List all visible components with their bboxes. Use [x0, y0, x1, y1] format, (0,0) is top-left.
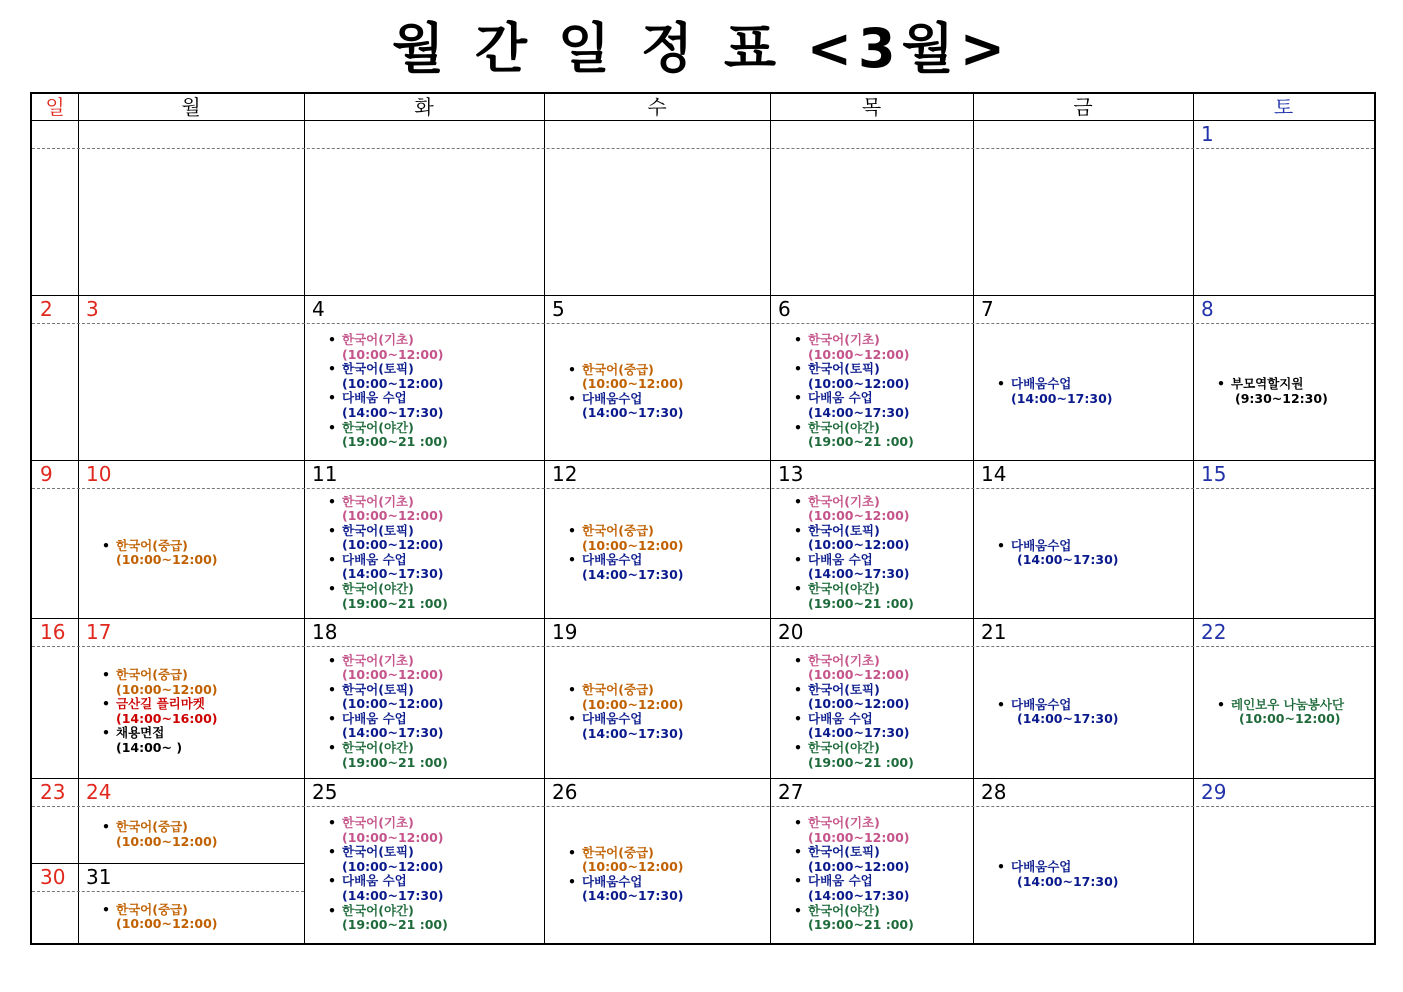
- daynum-separator: [32, 488, 1374, 489]
- event-name: 한국어(토픽): [808, 681, 880, 697]
- event-name: 한국어(토픽): [342, 681, 414, 697]
- event-item: [568, 553, 683, 582]
- event-list: [102, 668, 217, 756]
- daynum-separator: [32, 646, 1374, 647]
- event-time: (19:00~21 :00): [342, 595, 448, 611]
- day-number: 25: [312, 780, 338, 804]
- event-item: [328, 362, 448, 391]
- day-number: 3: [86, 297, 99, 321]
- weekday-header: 토: [1273, 95, 1294, 119]
- event-item: [328, 553, 448, 582]
- event-time: (10:00~12:00): [808, 375, 910, 391]
- event-item: [794, 582, 914, 611]
- event-item: [328, 816, 448, 845]
- event-item: [328, 904, 448, 933]
- event-item: [997, 377, 1112, 406]
- event-item: [102, 726, 217, 755]
- week-divider: [32, 460, 1374, 461]
- event-name: 한국어(중급): [582, 844, 654, 860]
- event-name: 한국어(기초): [342, 815, 414, 830]
- event-item: [328, 874, 448, 903]
- event-list: [102, 539, 217, 568]
- day-number: 18: [312, 620, 338, 644]
- event-list: [1217, 377, 1328, 406]
- column-divider: [973, 94, 974, 943]
- event-item: [328, 712, 448, 741]
- day-number: 15: [1201, 462, 1227, 486]
- event-name: 한국어(토픽): [342, 522, 414, 538]
- event-time: (14:00~17:30): [342, 725, 444, 741]
- day-number: 16: [40, 620, 66, 644]
- event-list: [997, 860, 1118, 889]
- column-divider: [770, 94, 771, 943]
- day-number: 5: [552, 297, 565, 321]
- day-number: 29: [1201, 780, 1227, 804]
- event-time: (10:00~12:00): [116, 681, 218, 697]
- event-time: (14:00~17:30): [808, 725, 910, 741]
- day-number: 13: [778, 462, 804, 486]
- day-number: 17: [86, 620, 112, 644]
- weekday-header: 화: [414, 95, 434, 119]
- week-divider: [32, 778, 1374, 779]
- event-item: [328, 741, 448, 770]
- event-item: [794, 421, 914, 450]
- event-name: 한국어(중급): [582, 361, 654, 377]
- event-name: 레인보우 나눔봉사단: [1231, 696, 1345, 712]
- event-name: 다배움수업: [1011, 859, 1072, 874]
- event-time: (14:00~16:00): [116, 710, 218, 726]
- event-list: [794, 816, 914, 933]
- day-number: 28: [981, 780, 1007, 804]
- event-time: (19:00~21 :00): [808, 434, 914, 450]
- event-time: (14:00~17:30): [342, 887, 444, 903]
- event-item: [794, 654, 914, 683]
- day-number: 10: [86, 462, 112, 486]
- week-divider: [32, 120, 1374, 121]
- event-list: [102, 820, 217, 849]
- event-name: 한국어(기초): [808, 815, 880, 830]
- event-item: [328, 495, 448, 524]
- event-name: 한국어(기초): [342, 652, 414, 668]
- event-name: 한국어(야간): [808, 581, 880, 597]
- column-divider: [78, 94, 79, 943]
- event-time: (9:30~12:30): [1235, 390, 1328, 406]
- event-time: (10:00~12:00): [116, 833, 218, 849]
- event-time: (10:00~12:00): [342, 858, 444, 874]
- event-time: (10:00~12:00): [342, 537, 444, 553]
- day-number: 4: [312, 297, 325, 321]
- event-time: (14:00~17:30): [808, 887, 910, 903]
- event-time: (10:00~12:00): [582, 696, 684, 712]
- event-name: 한국어(야간): [342, 902, 414, 918]
- day-number: 2: [40, 297, 53, 321]
- event-time: (14:00~17:30): [342, 566, 444, 582]
- event-time: (10:00~12:00): [808, 829, 910, 845]
- event-time: (14:00~17:30): [582, 405, 684, 421]
- event-item: [102, 668, 217, 697]
- event-item: [1217, 698, 1344, 727]
- event-name: 다배움 수업: [342, 873, 407, 889]
- event-name: 다배움 수업: [342, 710, 407, 726]
- event-time: (10:00~12:00): [342, 696, 444, 712]
- day-number: 26: [552, 780, 578, 804]
- day-number: 14: [981, 462, 1007, 486]
- event-item: [1217, 377, 1328, 406]
- weekday-header: 월: [181, 95, 201, 119]
- event-item: [997, 539, 1118, 568]
- event-item: [997, 860, 1118, 889]
- event-list: [1217, 698, 1344, 727]
- event-name: 한국어(토픽): [808, 522, 880, 538]
- event-time: (14:00~17:30): [1017, 711, 1119, 727]
- event-name: 한국어(기초): [808, 493, 880, 509]
- event-name: 한국어(중급): [582, 523, 654, 538]
- event-item: [328, 333, 448, 362]
- event-list: [328, 333, 448, 450]
- event-time: (19:00~21 :00): [808, 595, 914, 611]
- event-item: [794, 553, 914, 582]
- event-name: 한국어(기초): [342, 332, 414, 347]
- event-name: 한국어(야간): [342, 419, 414, 435]
- event-time: (10:00~12:00): [116, 552, 218, 568]
- event-time: (14:00~17:30): [808, 566, 910, 582]
- column-divider: [544, 94, 545, 943]
- event-item: [794, 904, 914, 933]
- event-item: [794, 845, 914, 874]
- event-item: [794, 333, 914, 362]
- day-number: 22: [1201, 620, 1227, 644]
- event-name: 한국어(야간): [342, 581, 414, 597]
- event-time: (19:00~21 :00): [342, 754, 448, 770]
- daynum-separator: [32, 806, 1374, 807]
- event-list: [328, 816, 448, 933]
- day-number: 8: [1201, 297, 1214, 321]
- event-list: [568, 524, 683, 582]
- event-time: (14:00~17:30): [582, 888, 684, 904]
- event-item: [328, 524, 448, 553]
- event-name: 한국어(중급): [116, 667, 188, 682]
- event-time: (14:00~17:30): [808, 404, 910, 420]
- event-item: [328, 582, 448, 611]
- event-name: 한국어(토픽): [808, 361, 880, 377]
- event-name: 한국어(중급): [116, 901, 188, 917]
- event-name: 다배움수업: [1011, 537, 1072, 553]
- event-name: 금산길 플리마켓: [116, 696, 205, 712]
- event-item: [997, 698, 1118, 727]
- event-name: 다배움 수업: [808, 551, 873, 567]
- event-item: [102, 820, 217, 849]
- event-name: 한국어(야간): [808, 740, 880, 756]
- event-time: (10:00~12:00): [342, 829, 444, 845]
- event-name: 다배움수업: [582, 552, 643, 568]
- event-name: 한국어(야간): [342, 740, 414, 756]
- event-item: [568, 524, 683, 553]
- event-time: (10:00~12:00): [1239, 711, 1341, 727]
- event-name: 채용면접: [116, 725, 165, 741]
- day-number: 24: [86, 780, 112, 804]
- week-divider: [32, 295, 1374, 296]
- day-number: 1: [1201, 122, 1214, 146]
- event-item: [568, 875, 683, 904]
- event-name: 한국어(기초): [808, 332, 880, 347]
- day-number: 27: [778, 780, 804, 804]
- event-name: 다배움 수업: [808, 873, 873, 889]
- event-item: [794, 712, 914, 741]
- event-item: [568, 392, 683, 421]
- daynum-separator: [32, 148, 1374, 149]
- event-name: 다배움수업: [582, 390, 643, 406]
- event-name: 다배움수업: [1011, 696, 1072, 712]
- event-item: [568, 846, 683, 875]
- event-name: 다배움 수업: [342, 551, 407, 567]
- event-item: [794, 741, 914, 770]
- event-list: [568, 846, 683, 904]
- day-number: 21: [981, 620, 1007, 644]
- event-name: 다배움수업: [1011, 376, 1072, 391]
- event-time: (14:00~17:30): [1011, 390, 1113, 406]
- event-time: (10:00~12:00): [342, 667, 444, 683]
- event-time: (10:00~12:00): [808, 696, 910, 712]
- column-divider: [1193, 94, 1194, 943]
- event-list: [102, 903, 217, 932]
- page-title: 월 간 일 정 표 <3월>: [391, 17, 1012, 80]
- event-name: 한국어(중급): [116, 537, 188, 553]
- event-time: (19:00~21 :00): [808, 754, 914, 770]
- event-item: [102, 903, 217, 932]
- event-time: (14:00~17:30): [1017, 873, 1119, 889]
- event-name: 다배움수업: [582, 711, 643, 727]
- event-time: (10:00~12:00): [808, 537, 910, 553]
- event-item: [328, 654, 448, 683]
- day-number: 9: [40, 462, 53, 486]
- event-item: [328, 391, 448, 420]
- day-number: 6: [778, 297, 791, 321]
- weekday-header: 일: [45, 95, 65, 119]
- daynum-separator: [32, 891, 304, 892]
- event-time: (10:00~12:00): [116, 916, 218, 932]
- event-time: (14:00~17:30): [1017, 552, 1119, 568]
- event-list: [568, 683, 683, 741]
- event-time: (14:00~17:30): [582, 725, 684, 741]
- event-name: 다배움 수업: [808, 710, 873, 726]
- event-item: [794, 683, 914, 712]
- event-time: (10:00~12:00): [582, 537, 684, 553]
- event-list: [794, 333, 914, 450]
- event-list: [794, 495, 914, 612]
- event-list: [997, 377, 1112, 406]
- day-number: 7: [981, 297, 994, 321]
- event-item: [102, 697, 217, 726]
- event-name: 한국어(기초): [808, 652, 880, 668]
- event-item: [794, 524, 914, 553]
- event-item: [794, 874, 914, 903]
- event-time: (10:00~12:00): [582, 859, 684, 875]
- daynum-separator: [32, 323, 1374, 324]
- weekday-header: 수: [647, 95, 667, 119]
- day-number: 12: [552, 462, 578, 486]
- event-list: [997, 698, 1118, 727]
- event-name: 한국어(기초): [342, 493, 414, 509]
- event-item: [568, 683, 683, 712]
- event-item: [568, 712, 683, 741]
- event-name: 한국어(야간): [808, 419, 880, 435]
- event-item: [328, 683, 448, 712]
- event-time: (14:00~ ): [116, 739, 183, 755]
- event-item: [328, 845, 448, 874]
- day-number: 11: [312, 462, 338, 486]
- event-time: (10:00~12:00): [342, 508, 444, 524]
- sub-week-divider: [32, 863, 304, 864]
- event-name: 한국어(토픽): [808, 844, 880, 860]
- event-name: 한국어(토픽): [342, 844, 414, 860]
- weekday-header: 목: [861, 95, 882, 119]
- weekday-header: 금: [1073, 95, 1093, 119]
- event-item: [794, 495, 914, 524]
- event-list: [328, 495, 448, 612]
- day-number: 31: [86, 865, 112, 889]
- week-divider: [32, 618, 1374, 619]
- event-list: [328, 654, 448, 771]
- event-name: 다배움수업: [582, 873, 643, 889]
- event-name: 부모역할지원: [1231, 376, 1304, 391]
- column-divider: [304, 94, 305, 943]
- event-time: (19:00~21 :00): [342, 917, 448, 933]
- event-list: [568, 363, 683, 421]
- event-item: [328, 421, 448, 450]
- day-number: 19: [552, 620, 578, 644]
- event-time: (14:00~17:30): [582, 566, 684, 582]
- event-item: [794, 362, 914, 391]
- event-name: 한국어(토픽): [342, 361, 414, 377]
- event-name: 한국어(중급): [582, 682, 654, 697]
- event-time: (10:00~12:00): [808, 346, 910, 362]
- calendar-grid: [30, 92, 1376, 945]
- event-time: (19:00~21 :00): [808, 917, 914, 933]
- event-item: [794, 816, 914, 845]
- event-list: [794, 654, 914, 771]
- event-time: (10:00~12:00): [808, 667, 910, 683]
- event-time: (10:00~12:00): [342, 375, 444, 391]
- event-item: [102, 539, 217, 568]
- event-time: (10:00~12:00): [342, 346, 444, 362]
- event-name: 한국어(야간): [808, 902, 880, 918]
- day-number: 23: [40, 780, 66, 804]
- day-number: 20: [778, 620, 804, 644]
- day-number: 30: [40, 865, 66, 889]
- event-name: 다배움 수업: [342, 390, 407, 406]
- event-item: [568, 363, 683, 392]
- event-time: (19:00~21 :00): [342, 434, 448, 450]
- event-name: 한국어(중급): [116, 819, 188, 834]
- event-time: (14:00~17:30): [342, 404, 444, 420]
- event-item: [794, 391, 914, 420]
- event-time: (10:00~12:00): [808, 508, 910, 524]
- event-time: (10:00~12:00): [808, 858, 910, 874]
- event-time: (10:00~12:00): [582, 376, 684, 392]
- event-name: 다배움 수업: [808, 390, 873, 406]
- event-list: [997, 539, 1118, 568]
